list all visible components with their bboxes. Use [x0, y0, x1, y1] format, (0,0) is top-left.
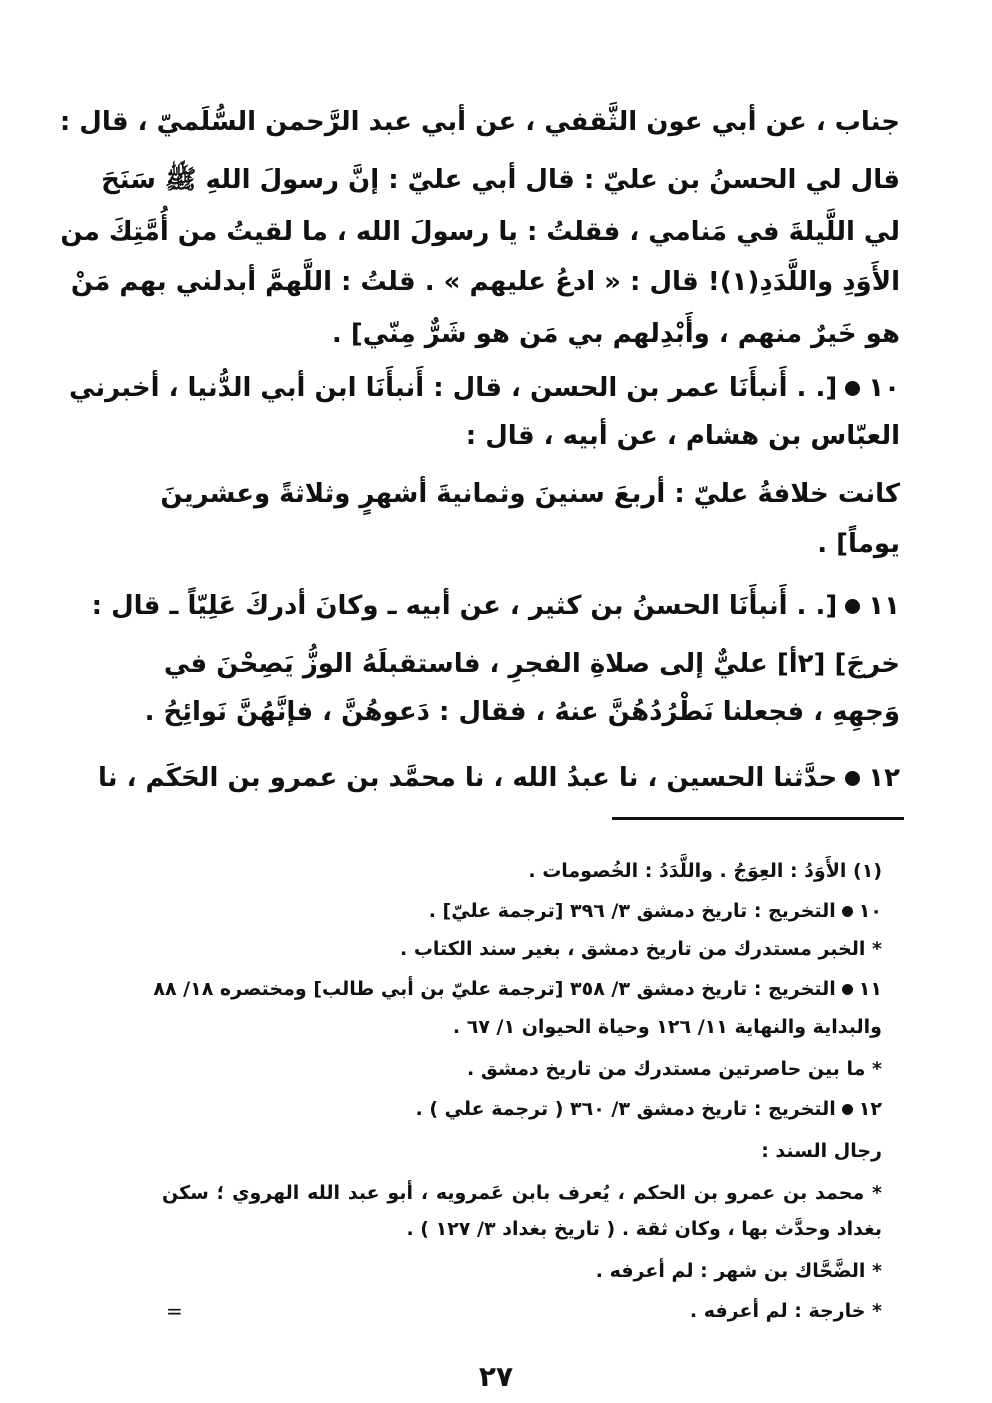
body-line-11: خرجَ] [٢أ] عليٌّ إلى صلاةِ الفجرِ ، فاستقبلَهُ الوزُّ يَصِحْنَ في — [163, 649, 900, 679]
entry-11-heading — [91, 586, 900, 626]
entry-text: [. . أَنبأَنَا الحسنُ بن كثير ، عن أبيه ـ وكانَ أدركَ عَلِيّاً ـ قال : — [91, 591, 838, 621]
body-line-7: العبّاس بن هشام ، عن أبيه ، قال : — [465, 421, 900, 451]
continuation-mark: = — [166, 1299, 183, 1323]
footnote-10-note: * الخبر مستدرك من تاريخ دمشق ، بغير سند الكتاب . — [399, 938, 882, 960]
footnote-12 — [162, 1094, 882, 1124]
page-number: ٢٧ — [478, 1360, 514, 1393]
footnote-12-narrator-1: * محمد بن عمرو بن الحكم ، يُعرف بابن عَمرويه ، أبو عبد الله الهروي ؛ سكن — [162, 1182, 882, 1204]
footnote-12-narrator-3: * خارجة : لم أعرفه . — [689, 1300, 882, 1322]
footnote-1: (١) الأَوَدُ : العِوَجُ . واللَّدَدُ : الخُصومات . — [528, 860, 882, 882]
footnote-separator — [612, 817, 904, 820]
body-line-9: يوماً] . — [817, 529, 900, 559]
footnote-number: ١٢ — [858, 1098, 882, 1120]
footnote-12-narrator-1-cont: بغداد وحدَّث بها ، وكان ثقة . ( تاريخ بغداد ٣/ ١٢٧ ) . — [406, 1218, 882, 1240]
footnote-11-note: * ما بين حاصرتين مستدرك من تاريخ دمشق . — [466, 1058, 882, 1080]
footnote-12-narrator-2: * الضَّحَّاك بن شهر : لم أعرفه . — [595, 1260, 882, 1282]
footnote-11-cont: والبداية والنهاية ١١/ ١٢٦ وحياة الحيوان ١/ ٦٧ . — [452, 1016, 882, 1038]
bullet-icon — [842, 1104, 853, 1115]
entry-text: حدَّثنا الحسين ، نا عبدُ الله ، نا محمَّد بن عمرو بن الحَكَم ، نا — [98, 763, 838, 793]
footnote-11 — [153, 974, 882, 1004]
footnote-10 — [162, 896, 882, 926]
body-line-4: الأَوَدِ واللَّدَدِ(١)! قال : « ادعُ عليهم » . قلتُ : اللَّهمَّ أبدلني بهم مَنْ — [70, 267, 900, 297]
footnote-12-heading: رجال السند : — [761, 1140, 882, 1162]
entry-number: ١٢ — [868, 763, 900, 793]
body-line-8: كانت خلافةُ عليّ : أربعَ سنينَ وثمانيةَ أشهرٍ وثلاثةً وعشرينَ — [160, 479, 900, 509]
entry-10-heading — [69, 368, 900, 408]
footnote-number: ١١ — [858, 978, 882, 1000]
body-line-3: لي اللَّيلةَ في مَنامي ، فقلتُ : يا رسولَ الله ، ما لقيتُ من أُمَّتِكَ من — [60, 217, 900, 247]
bullet-icon — [842, 984, 853, 995]
footnote-text: التخريج : تاريخ دمشق ٣/ ٣٩٦ [ترجمة عليّ] . — [428, 900, 836, 922]
footnote-number: ١٠ — [858, 900, 882, 922]
bullet-icon — [845, 599, 860, 614]
body-line-5: هو خَيرٌ منهم ، وأَبْدِلهم بي مَن هو شَرٌّ مِنّي] . — [331, 319, 900, 349]
bullet-icon — [845, 771, 860, 786]
body-line-1: جناب ، عن أبي عون الثَّقفي ، عن أبي عبد الرَّحمن السُّلَميّ ، قال : — [59, 107, 900, 137]
entry-number: ١٠ — [868, 373, 900, 403]
footnote-text: التخريج : تاريخ دمشق ٣/ ٣٦٠ ( ترجمة علي ) . — [415, 1098, 836, 1120]
entry-text: [. . أَنبأَنَا عمر بن الحسن ، قال : أَنبأَنَا ابن أبي الدُّنيا ، أخبرني — [69, 373, 838, 403]
body-line-12: وَجهِهِ ، فجعلنا نَطْرُدُهُنَّ عنهُ ، فقال : دَعوهُنَّ ، فإنَّهُنَّ نَوائِحُ . — [144, 697, 900, 727]
bullet-icon — [845, 381, 860, 396]
body-line-2: قال لي الحسنُ بن عليّ : قال أبي عليّ : إنَّ رسولَ اللهِ ﷺ سَنَحَ — [101, 165, 900, 195]
entry-number: ١١ — [868, 591, 900, 621]
bullet-icon — [842, 906, 853, 917]
footnote-text: التخريج : تاريخ دمشق ٣/ ٣٥٨ [ترجمة عليّ بن أبي طالب] ومختصره ١٨/ ٨٨ — [153, 978, 836, 1000]
entry-12-heading — [98, 758, 900, 798]
